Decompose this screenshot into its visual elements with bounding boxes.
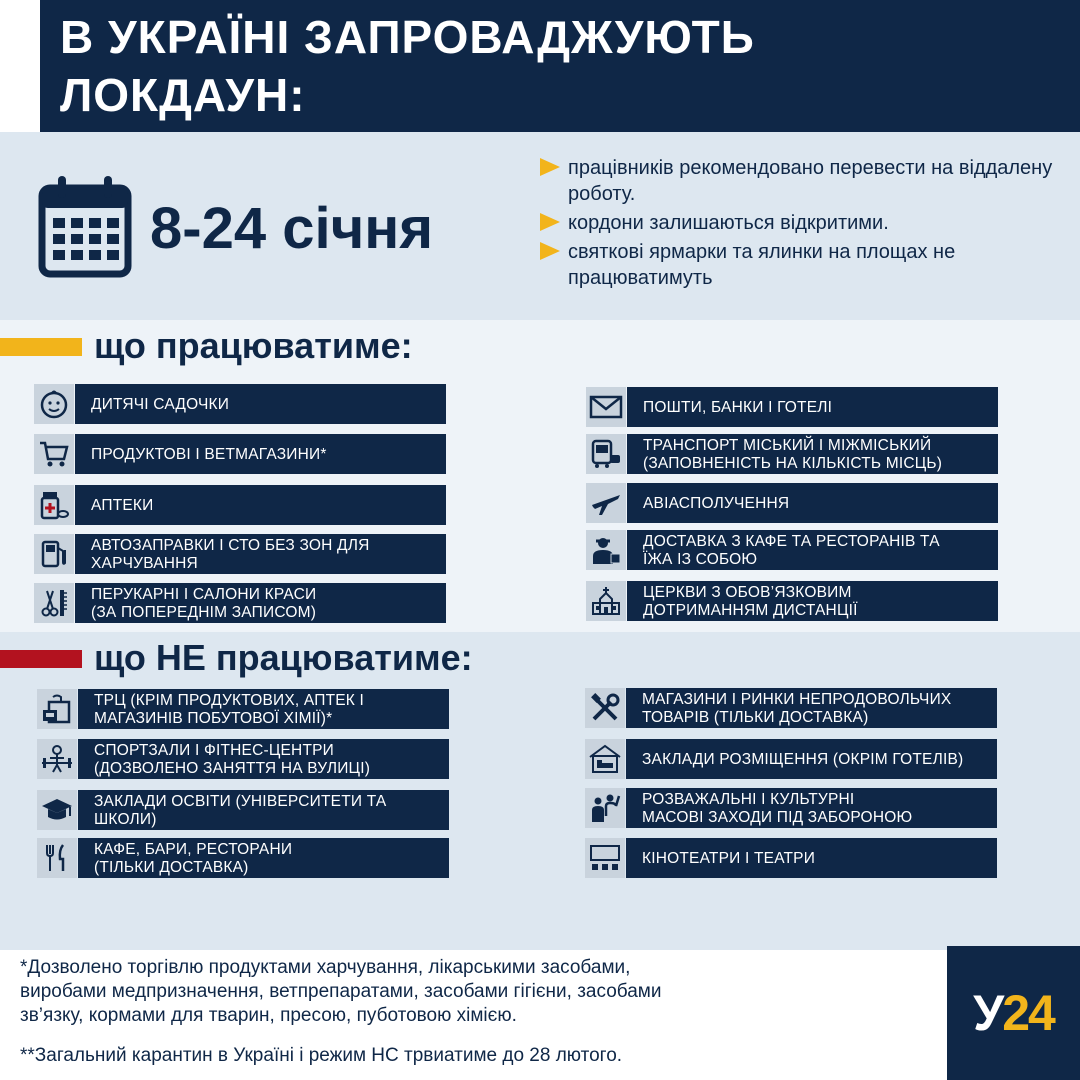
u24-logo xyxy=(947,946,1080,1080)
not-works-title: що НЕ працюватиме: xyxy=(94,637,473,678)
church-icon xyxy=(586,581,626,621)
list-item: ЗАКЛАДИ РОЗМІЩЕННЯ (ОКРІМ ГОТЕЛІВ) xyxy=(585,739,997,779)
list-item: ЦЕРКВИ З ОБОВ’ЯЗКОВИМ ДОТРИМАННЯМ ДИСТАНЦІЇ xyxy=(586,581,998,621)
list-item: СПОРТЗАЛИ І ФІТНЕС-ЦЕНТРИ (ДОЗВОЛЕНО ЗАНЯТТЯ НА ВУЛИЦІ) xyxy=(37,739,449,779)
footnote-first: *Дозволено торгівлю продуктами харчування, лікарськими засобами, виробами медпризначення, ветпрепаратами, засобами гігієни, засобами зв’язку, кормами для тварин, пресою, пуботовою хімією. xyxy=(20,957,662,1026)
list-item: ЗАКЛАДИ ОСВІТИ (УНІВЕРСИТЕТИ ТА ШКОЛИ) xyxy=(37,790,449,830)
crowd-icon xyxy=(585,788,625,828)
bus-car-icon xyxy=(586,434,626,474)
list-item: КАФЕ, БАРИ, РЕСТОРАНИ (ТІЛЬКИ ДОСТАВКА) xyxy=(37,838,449,878)
footnote-second: **Загальний карантин в Україні і режим НС трвиатиме до 28 лютого. xyxy=(20,1045,623,1066)
envelope-icon xyxy=(586,387,626,427)
list-item: ТРАНСПОРТ МІСЬКИЙ І МІЖМІСЬКИЙ (ЗАПОВНЕНІСТЬ НА КІЛЬКІСТЬ МІСЦЬ) xyxy=(586,434,998,474)
list-item: МАГАЗИНИ І РИНКИ НЕПРОДОВОЛЬЧИХ ТОВАРІВ (ТІЛЬКИ ДОСТАВКА) xyxy=(585,688,997,728)
page-title: В УКРАЇНІ ЗАПРОВАДЖУЮТЬ ЛОКДАУН: xyxy=(60,11,755,121)
list-item: ДОСТАВКА З КАФЕ ТА РЕСТОРАНІВ ТА ЇЖА ІЗ СОБОЮ xyxy=(586,530,998,570)
works-title: що працюватиме: xyxy=(94,325,413,366)
tools-icon xyxy=(585,688,625,728)
list-item: ТРЦ (КРІМ ПРОДУКТОВИХ, АПТЕК І МАГАЗИНІВ ПОБУТОВОЇ ХІМІЇ)* xyxy=(37,689,449,729)
calendar-icon xyxy=(38,174,132,278)
list-item: ПОШТИ, БАНКИ І ГОТЕЛІ xyxy=(586,387,998,427)
logo-part-2: 24 xyxy=(1002,985,1054,1041)
red-bar xyxy=(0,650,82,668)
weightlifter-icon xyxy=(37,739,77,779)
scissors-comb-icon xyxy=(34,583,74,623)
note-fairs: святкові ярмарки та ялинки на площах не працюватимуть xyxy=(540,239,1070,291)
graduation-cap-icon xyxy=(37,790,77,830)
pharmacy-icon xyxy=(34,485,74,525)
logo-part-1: У xyxy=(973,985,1003,1041)
shopping-cart-icon xyxy=(34,434,74,474)
fork-knife-icon xyxy=(37,838,77,878)
date-range: 8-24 січня xyxy=(150,196,434,261)
arrow-icon xyxy=(540,242,560,260)
header-banner xyxy=(40,0,1080,132)
list-item: РОЗВАЖАЛЬНІ І КУЛЬТУРНІ МАСОВІ ЗАХОДИ ПІД ЗАБОРОНОЮ xyxy=(585,788,997,828)
list-item: ДИТЯЧІ САДОЧКИ xyxy=(34,384,446,424)
fuel-pump-icon xyxy=(34,534,74,574)
arrow-icon xyxy=(540,158,560,176)
courier-icon xyxy=(586,530,626,570)
airplane-icon xyxy=(586,483,626,523)
list-item: АВТОЗАПРАВКИ І СТО БЕЗ ЗОН ДЛЯ ХАРЧУВАННЯ xyxy=(34,534,446,574)
baby-face-icon xyxy=(34,384,74,424)
list-item: ПЕРУКАРНІ І САЛОНИ КРАСИ (ЗА ПОПЕРЕДНІМ ЗАПИСОМ) xyxy=(34,583,446,623)
list-item: АВІАСПОЛУЧЕННЯ xyxy=(586,483,998,523)
note-remote-work: працівників рекомендовано перевести на віддалену роботу. xyxy=(540,155,1070,207)
cinema-icon xyxy=(585,838,625,878)
list-item: ПРОДУКТОВІ І ВЕТМАГАЗИНИ* xyxy=(34,434,446,474)
yellow-bar xyxy=(0,338,82,356)
hotel-bed-icon xyxy=(585,739,625,779)
note-borders: кордони залишаються відкритими. xyxy=(540,210,1070,236)
mall-icon xyxy=(37,689,77,729)
list-item: АПТЕКИ xyxy=(34,485,446,525)
list-item: КІНОТЕАТРИ І ТЕАТРИ xyxy=(585,838,997,878)
arrow-icon xyxy=(540,213,560,231)
